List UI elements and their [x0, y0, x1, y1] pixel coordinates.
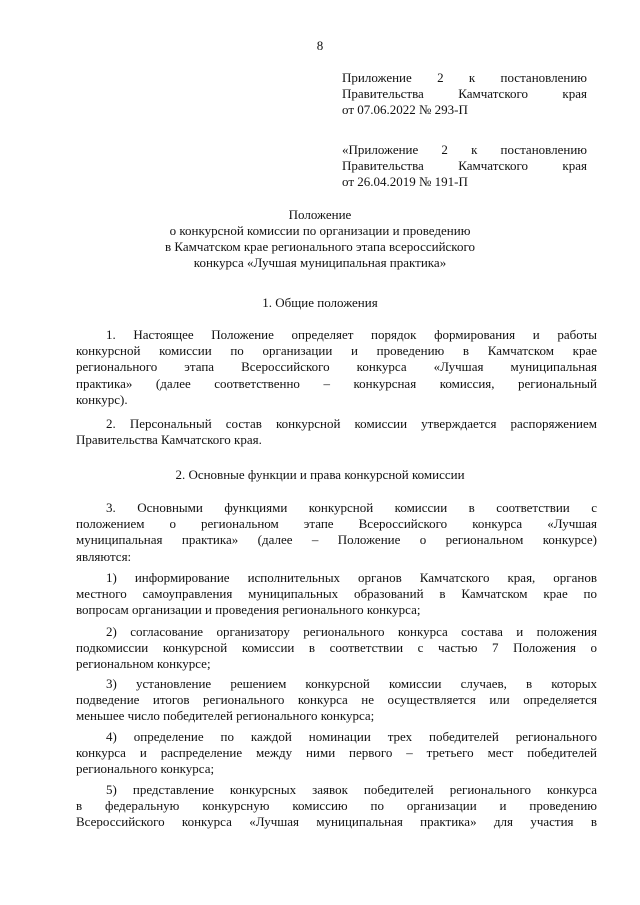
paragraph-item-2 — [76, 624, 597, 673]
title-line: о конкурсной комиссии по организации и проведению — [169, 223, 471, 238]
paragraph-1-2 — [76, 416, 597, 448]
paragraph-line: Всероссийского конкурса «Лучшая муниципальная практика» для участия в — [76, 814, 597, 830]
paragraph-1-1 — [76, 327, 597, 408]
document-title — [0, 207, 640, 271]
paragraph-item-4 — [76, 729, 597, 778]
page-number: 8 — [316, 38, 324, 53]
paragraph-line: 3. Основными функциями конкурсной комиссии в соответствии с — [106, 500, 597, 515]
annex-line: Правительства Камчатского края — [342, 86, 587, 101]
section-1-heading: 1. Общие положения — [262, 295, 378, 310]
annex-line: Приложение 2 к постановлению — [342, 70, 587, 85]
section-2-heading: 2. Основные функции и права конкурсной комиссии — [175, 467, 465, 482]
annex-line: Правительства Камчатского края — [342, 158, 587, 173]
annex-line: от 07.06.2022 № 293-П — [342, 102, 468, 117]
paragraph-2-3 — [76, 500, 597, 565]
paragraph-line: 2) согласование организатору регионального конкурса состава и положения — [106, 624, 597, 639]
paragraph-line: являются: — [76, 548, 132, 564]
paragraph-line: практика» (далее соответственно – конкурсная комиссия, региональный — [76, 375, 597, 391]
paragraph-line: регионального этапа Всероссийского конкурса «Лучшая муниципальная — [76, 359, 597, 375]
title-line: Положение — [288, 207, 352, 222]
annex-line: от 26.04.2019 № 191-П — [342, 174, 468, 189]
paragraph-line: вопросам организации и проведения регионального конкурса; — [76, 602, 421, 618]
paragraph-line: Правительства Камчатского края. — [76, 432, 262, 448]
annex-line: «Приложение 2 к постановлению — [342, 142, 587, 157]
annex-previous-reference — [342, 142, 587, 190]
paragraph-line: конкурса и распределение между ними первого – третьего мест победителей — [76, 745, 597, 761]
paragraph-item-1 — [76, 570, 597, 619]
paragraph-line: положением о региональном этапе Всероссийского конкурса «Лучшая — [76, 516, 597, 532]
paragraph-line: 5) представление конкурсных заявок победителей регионального конкурса — [106, 782, 597, 797]
paragraph-line: в федеральную конкурсную комиссию по организации и проведению — [76, 798, 597, 814]
paragraph-line: 1) информирование исполнительных органов Камчатского края, органов — [106, 570, 597, 585]
paragraph-line: конкурсной комиссии по организации и проведению в Камчатском крае — [76, 343, 597, 359]
paragraph-line: подкомиссии конкурсной комиссии в соответствии с частью 7 Положения о — [76, 640, 597, 656]
paragraph-line: 4) определение по каждой номинации трех победителей регионального — [106, 729, 597, 744]
paragraph-item-3 — [76, 676, 597, 725]
paragraph-line: муниципальная практика» (далее – Положение о региональном конкурсе) — [76, 532, 597, 548]
paragraph-line: регионального конкурса; — [76, 761, 215, 777]
paragraph-line: местного самоуправления муниципальных образований в Камчатском крае по — [76, 586, 597, 602]
title-line: в Камчатском крае регионального этапа всероссийского — [165, 239, 475, 254]
paragraph-line: 1. Настоящее Положение определяет порядок формирования и работы — [106, 327, 597, 342]
paragraph-line: региональном конкурсе; — [76, 656, 211, 672]
paragraph-line: конкурс). — [76, 391, 128, 407]
title-line: конкурса «Лучшая муниципальная практика» — [193, 255, 447, 270]
paragraph-line: 2. Персональный состав конкурсной комиссии утверждается распоряжением — [106, 416, 597, 431]
annex-current-reference — [342, 70, 587, 118]
paragraph-line: подведение итогов регионального конкурса не осуществляется или определяется — [76, 692, 597, 708]
paragraph-line: 3) установление решением конкурсной комиссии случаев, в которых — [106, 676, 597, 691]
paragraph-item-5 — [76, 782, 597, 831]
paragraph-line: меньшее число победителей регионального конкурса; — [76, 708, 375, 724]
